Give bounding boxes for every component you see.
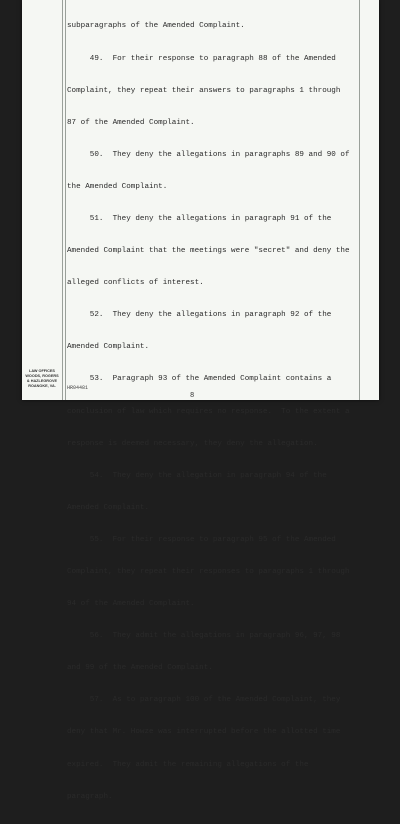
page-number: 8 [190, 392, 195, 400]
text-line: conclusion of law which requires no response. To the extent a [67, 407, 350, 416]
bates-number: HR04481 [67, 385, 89, 391]
text-line: Amended Complaint. [67, 343, 150, 352]
text-line: 49. For their response to paragraph 88 of the Amended [67, 54, 336, 63]
margin-rule-left-outer [62, 0, 63, 400]
law-firm-imprint [22, 369, 62, 389]
text-line: 57. As to paragraph 100 of the Amended Complaint, they [67, 696, 341, 705]
text-line: deny that Mr. Howze was interrupted before the allotted time [67, 728, 341, 737]
text-line: response is deemed necessary, they deny the allegation. [67, 439, 318, 448]
text-line: 53. Paragraph 93 of the Amended Complaint contains a [67, 375, 332, 384]
text-line: 51. They deny the allegations in paragraph 91 of the [67, 214, 332, 223]
firm-line: & HAZLEGROVE [26, 379, 58, 383]
firm-line: LAW OFFICES [29, 369, 55, 373]
margin-rule-right [359, 0, 360, 400]
text-line: Complaint, they repeat their answers to paragraphs 1 through [67, 86, 341, 95]
text-line: alleged conflicts of interest. [67, 279, 204, 288]
text-line: 55. For their response to paragraph 95 of the Amended [67, 535, 336, 544]
text-line: Amended Complaint. [67, 503, 150, 512]
text-line: expired. They admit the remaining allegations of the [67, 760, 309, 769]
margin-rule-left-inner [65, 0, 66, 400]
text-line: 50. They deny the allegations in paragraphs 89 and 90 of [67, 150, 350, 159]
text-line: 94 of the Amended Complaint. [67, 600, 195, 609]
text-line: subparagraphs of the Amended Complaint. [67, 22, 245, 31]
text-line: 87 of the Amended Complaint. [67, 118, 195, 127]
text-line: 54. They deny the allegation in paragraph 94 of the [67, 471, 327, 480]
text-line: and 99 of the Amended Complaint. [67, 664, 213, 673]
text-line: 52. They deny the allegations in paragraph 92 of the [67, 311, 332, 320]
firm-line: WOODS, ROGERS [25, 374, 59, 378]
firm-line: ROANOKE, VA. [28, 384, 56, 388]
text-line: paragraph. [67, 792, 113, 801]
document-page [22, 0, 379, 801]
text-line: Complaint, they repeat their responses to paragraphs 1 through [67, 568, 350, 576]
text-line: 56. They admit the allegations in paragraph 96, 97, 98 [67, 632, 341, 641]
document-body [67, 0, 357, 824]
text-line: the Amended Complaint. [67, 182, 168, 191]
text-line: Amended Complaint that the meetings were "secret" and deny the [67, 247, 350, 256]
